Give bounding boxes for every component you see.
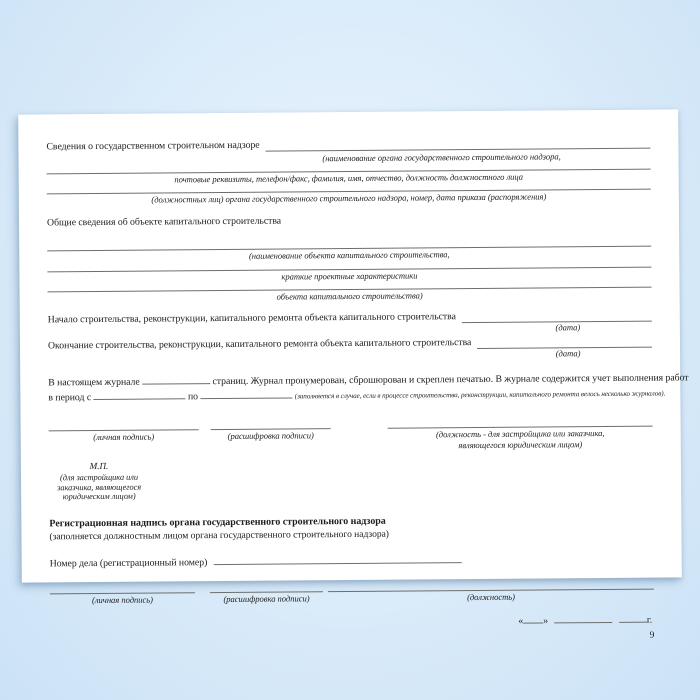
supervision-hint-1: (наименование органа государственного строительного надзора,	[322, 151, 561, 164]
page-number: 9	[649, 630, 655, 641]
signature2-name	[210, 591, 323, 604]
signature1-position-hint-line1: (должность - для застройщика или заказчика,	[435, 428, 605, 440]
signature2-personal	[50, 592, 195, 605]
case-number-field	[214, 552, 462, 565]
case-number-row	[50, 550, 654, 570]
stamp-note-line3: юридическим лицом)	[62, 491, 136, 502]
supervision-label: Сведения о государственном строительном надзоре	[46, 139, 260, 153]
construction-start-date-hint: (дата)	[555, 322, 581, 333]
supervision-hint-3: (должностных лиц) органа государственного строительного надзора, номер, дата приказа (распоряжения)	[151, 191, 547, 205]
period-to-field	[200, 387, 292, 399]
journal-text-3: в период с	[48, 392, 92, 404]
journal-note: (заполняется в случае, если в процессе строительства, реконструкции, капитального ремонта велось несколько журналов).	[294, 389, 666, 401]
signature2-position	[328, 588, 654, 603]
construction-end-date-field	[477, 336, 652, 349]
journal-text-2: страниц. Журнал пронумерован, сброшюрован и скреплен печатью. В журнале содержится учет выполнения работ	[212, 372, 689, 388]
signature2-personal-hint: (личная подпись)	[91, 594, 153, 605]
stamp-block	[49, 460, 149, 502]
date-month-field	[554, 611, 612, 622]
signature1-personal-hint: (личная подпись)	[93, 431, 155, 443]
construction-end-date-hint: (дата)	[555, 348, 581, 359]
journal-period-line	[48, 385, 666, 406]
date-day-field	[523, 612, 543, 623]
construction-start-label: Начало строительства, реконструкции, капитального ремонта объекта капитального строительства	[47, 311, 456, 326]
supervision-blank-field	[266, 137, 651, 152]
registration-title: Регистрационная надпись органа государственного строительного надзора	[49, 515, 386, 529]
date-quote-open: «	[518, 615, 524, 627]
signature1-position	[388, 426, 653, 451]
signature1-name-hint: (расшифровка подписи)	[227, 430, 314, 441]
signature1-name	[211, 428, 331, 441]
stamp-mp-label: М.П.	[89, 460, 109, 472]
journal-text-4: по	[187, 391, 199, 403]
date-year-suffix: г.	[646, 614, 653, 626]
signature-row-1	[49, 426, 653, 454]
signature2-name-hint: (расшифровка подписи)	[223, 592, 310, 604]
stamp-note-line1: (для застройщика или	[59, 472, 139, 483]
date-year-field	[619, 611, 647, 622]
object-name-hint-1: (наименование объекта капитального строительства,	[248, 249, 450, 261]
signature-row-2	[50, 588, 654, 605]
signature2-position-hint: (должность)	[467, 591, 515, 602]
case-number-label: Номер дела (регистрационный номер)	[49, 556, 208, 569]
date-line	[50, 611, 654, 631]
journal-text-1: В настоящем журнале	[48, 376, 140, 389]
signature1-personal	[49, 429, 199, 442]
form-content	[18, 109, 689, 647]
form-page	[18, 109, 689, 641]
stamp-note-line2: заказчика, являющегося	[57, 482, 142, 492]
registration-subtitle: (заполняется должностным лицом органа государственного строительного надзора)	[49, 528, 389, 542]
object-name-hint-2: краткие проектные характеристики	[281, 270, 418, 282]
construction-end-label: Окончание строительства, реконструкции, капитального ремонта объекта капитального строительства	[47, 337, 472, 352]
journal-pages-field	[142, 373, 210, 385]
period-from-field	[93, 388, 185, 400]
construction-start-date-field	[462, 310, 652, 323]
signature1-position-hint-line2: являющегося юридическим лицом)	[458, 439, 583, 451]
general-info-label: Общие сведения об объекте капитального строительства	[46, 215, 282, 229]
date-quote-close: »	[543, 614, 549, 626]
object-name-hint-3: объекта капитального строительства)	[276, 290, 423, 302]
supervision-hint-2: почтовые реквизиты, телефон/факс, фамилия, имя, отчество, должность должностного лица	[174, 171, 524, 185]
